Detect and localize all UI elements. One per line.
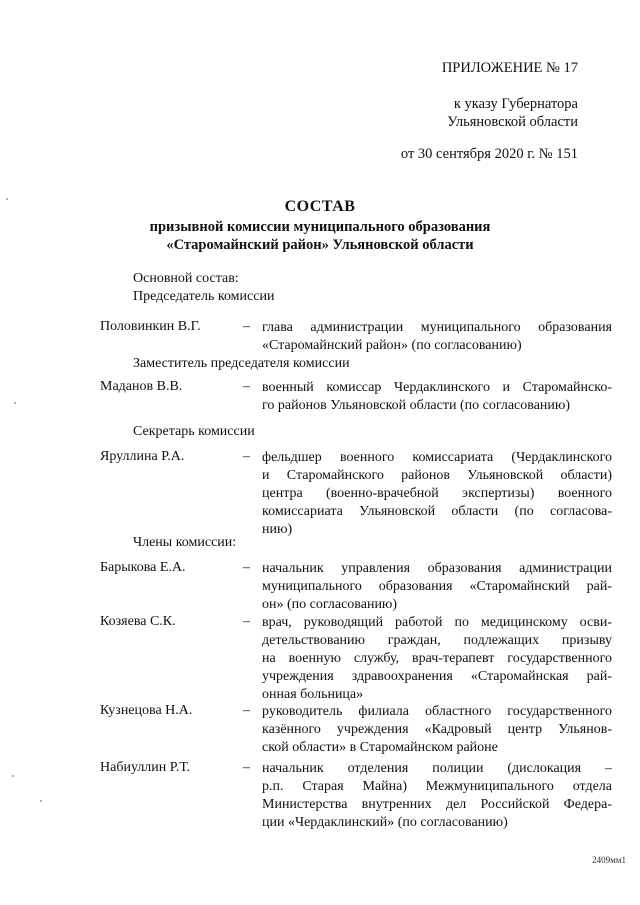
position-line: учреждения здравоохранения «Старомайнская рай- xyxy=(262,669,612,684)
scan-speck xyxy=(40,800,42,802)
scan-speck xyxy=(6,198,8,200)
scan-speck xyxy=(14,402,16,404)
position-line: детельствованию граждан, подлежащих призыву xyxy=(262,633,612,648)
document-code: 2409мм1 xyxy=(592,855,626,865)
member-position xyxy=(262,449,612,539)
position-line: казённого учреждения «Кадровый центр Ульянов- xyxy=(262,722,612,737)
member-position xyxy=(262,703,612,757)
member-position xyxy=(262,379,612,415)
dash-separator: – xyxy=(243,319,250,334)
position-line: начальник отделения полиции (дислокация – xyxy=(262,761,612,776)
dash-separator: – xyxy=(243,614,250,629)
position-line: на военную службу, врач-терапевт государственного xyxy=(262,651,612,666)
section-secretary: Секретарь комиссии xyxy=(133,424,255,439)
position-line: фельдшер военного комиссариата (Чердаклинского xyxy=(262,450,612,465)
appendix-label: ПРИЛОЖЕНИЕ № 17 xyxy=(441,60,578,76)
position-line: Министерства внутренних дел Российской Федера- xyxy=(262,797,612,812)
position-line: го районов Ульяновской области (по согласованию) xyxy=(262,398,571,413)
decree-line-2: Ульяновской области xyxy=(447,114,578,130)
position-line: ции «Чердаклинский» (по согласованию) xyxy=(262,815,508,830)
decree-date-number: от 30 сентября 2020 г. № 151 xyxy=(400,146,578,162)
position-line: глава администрации муниципального образования xyxy=(262,320,612,335)
section-chairman: Председатель комиссии xyxy=(133,289,275,304)
position-line: комиссариата Ульяновской области (по согласова- xyxy=(262,504,612,519)
section-main-composition: Основной состав: xyxy=(133,271,239,286)
member-name: Яруллина Р.А. xyxy=(100,449,185,464)
position-line: р.п. Старая Майна) Межмуниципального отдела xyxy=(262,779,612,794)
position-line: начальник управления образования администрации xyxy=(262,561,612,576)
position-line: руководитель филиала областного государственного xyxy=(262,704,612,719)
position-line: врач, руководящий работой по медицинскому осви- xyxy=(262,615,612,630)
dash-separator: – xyxy=(243,560,250,575)
position-line: нию) xyxy=(262,522,293,537)
member-name: Барыкова Е.А. xyxy=(100,560,186,575)
member-name: Козяева С.К. xyxy=(100,614,176,629)
document-title: СОСТАВ xyxy=(284,198,356,215)
dash-separator: – xyxy=(243,379,250,394)
section-members: Члены комиссии: xyxy=(133,535,237,550)
position-line: военный комиссар Чердаклинского и Старомайнско- xyxy=(262,380,612,395)
position-line: и Старомайнского районов Ульяновской области) xyxy=(262,468,612,483)
member-name: Набиуллин Р.Т. xyxy=(100,760,190,775)
dash-separator: – xyxy=(243,703,250,718)
member-position xyxy=(262,760,612,832)
dash-separator: – xyxy=(243,760,250,775)
document-subtitle-1: призывной комиссии муниципального образования xyxy=(149,219,491,235)
scan-speck xyxy=(12,775,14,777)
section-deputy-chairman: Заместитель председателя комиссии xyxy=(133,356,350,371)
position-line: «Старомайнский район» (по согласованию) xyxy=(262,338,522,353)
dash-separator: – xyxy=(243,449,250,464)
document-subtitle-2: «Старомайнский район» Ульяновской области xyxy=(166,237,474,253)
decree-line-1: к указу Губернатора xyxy=(453,96,578,112)
position-line: онная больница» xyxy=(262,687,364,702)
member-name: Половинкин В.Г. xyxy=(100,319,201,334)
position-line: муниципального образования «Старомайнский рай- xyxy=(262,579,612,594)
position-line: центра (военно-врачебной экспертизы) военного xyxy=(262,486,612,501)
member-name: Кузнецова Н.А. xyxy=(100,703,193,718)
member-position xyxy=(262,319,612,355)
position-line: он» (по согласованию) xyxy=(262,597,398,612)
member-position xyxy=(262,560,612,614)
member-name: Маданов В.В. xyxy=(100,379,183,394)
member-position xyxy=(262,614,612,704)
position-line: ской области» в Старомайнском районе xyxy=(262,740,498,755)
